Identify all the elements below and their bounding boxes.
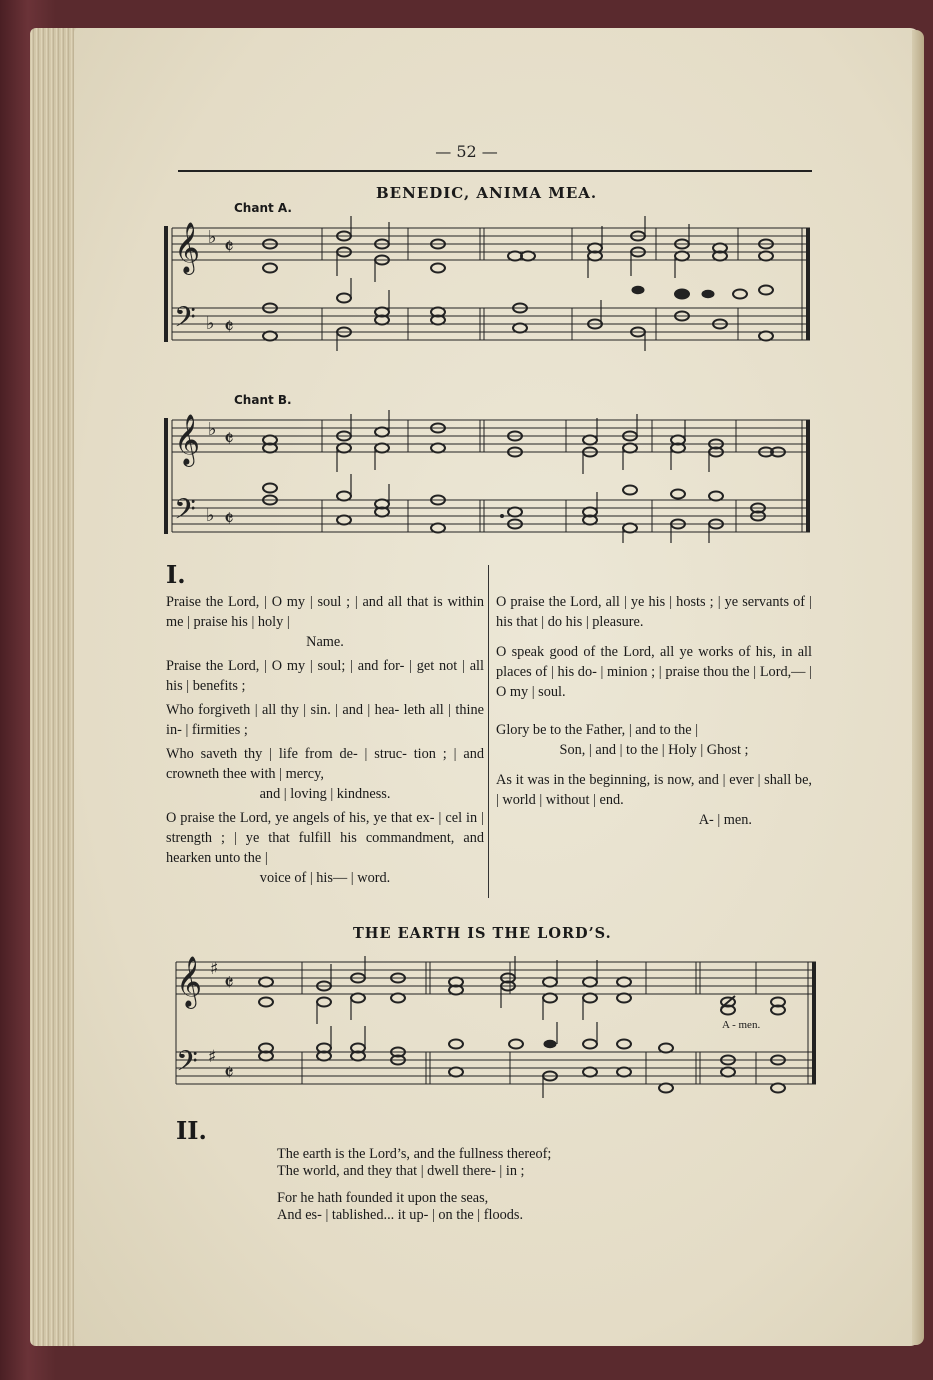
verse-paragraph: Praise the Lord, | O my | soul ; | and all that is within me | praise his | holy | Name. — [166, 594, 484, 650]
chant-b-label: Chant B. — [234, 393, 292, 407]
verse-line: The earth is the Lord’s, and the fullness thereof; — [277, 1146, 552, 1162]
svg-text:𝄞: 𝄞 — [174, 222, 201, 273]
verse-line: The world, and they that | dwell there- | in ; — [277, 1163, 525, 1179]
verse-line: For he hath founded it upon the seas, — [277, 1190, 489, 1206]
svg-text:♭: ♭ — [206, 505, 215, 526]
section1-right-column — [496, 592, 812, 834]
svg-text:♯: ♯ — [210, 959, 219, 979]
svg-text:𝄵: 𝄵 — [224, 235, 234, 260]
verse-paragraph: Who forgiveth | all thy | sin. | and | hea- leth all | thine in- | firmities ; — [166, 702, 484, 738]
chant-a-score — [160, 216, 820, 351]
svg-text:𝄵: 𝄵 — [224, 315, 234, 340]
svg-text:𝄞: 𝄞 — [174, 414, 201, 465]
svg-text:♭: ♭ — [208, 227, 217, 248]
page-right-edge — [912, 30, 924, 1345]
verse-line: And es- | tablished... it up- | on the | floods. — [277, 1207, 524, 1223]
section2-stanza-2 — [277, 1190, 523, 1224]
verse-paragraph: O praise the Lord, ye angels of his, ye that ex- | cel in | strength ; | ye that fulfill his commandment, and hearken unto the | voice of | his— | word. — [166, 810, 484, 886]
section-mark-2: II. — [176, 1116, 207, 1145]
verse-paragraph: As it was in the beginning, is now, and | ever | shall be, | world | without | end. A- | men. — [496, 772, 812, 828]
svg-text:♭: ♭ — [208, 419, 217, 440]
chant-a-label: Chant A. — [234, 201, 292, 215]
svg-text:𝄢: 𝄢 — [176, 1045, 198, 1085]
header-rule — [178, 170, 812, 172]
column-divider — [488, 565, 489, 898]
svg-text:♭: ♭ — [206, 313, 215, 334]
svg-text:𝄞: 𝄞 — [176, 956, 203, 1007]
svg-text:♯: ♯ — [208, 1047, 217, 1067]
verse-paragraph: Praise the Lord, | O my | soul; | and for- | get not | all his | benefits ; — [166, 658, 484, 694]
section1-left-column — [166, 592, 484, 892]
section2-stanza-1 — [277, 1146, 551, 1180]
svg-text:𝄢: 𝄢 — [174, 493, 196, 533]
hymn-title-earth: THE EARTH IS THE LORD’S. — [353, 925, 612, 942]
chant-b-score — [160, 408, 820, 543]
amen-lyric: A - men. — [722, 1019, 761, 1031]
svg-text:𝄵: 𝄵 — [224, 507, 234, 532]
svg-text:𝄢: 𝄢 — [174, 301, 196, 341]
section-mark-1: I. — [166, 560, 186, 589]
svg-text:𝄵: 𝄵 — [224, 1061, 234, 1086]
verse-paragraph: Glory be to the Father, | and to the | Son, | and | to the | Holy | Ghost ; — [496, 722, 749, 758]
svg-text:𝄵: 𝄵 — [224, 971, 234, 996]
svg-text:𝄵: 𝄵 — [224, 427, 234, 452]
page-number: — 52 — — [435, 142, 498, 161]
verse-paragraph: O praise the Lord, all | ye his | hosts ; | ye servants of | his that | do his | pleasure. — [496, 594, 812, 630]
hymn-title-benedic: BENEDIC, ANIMA MEA. — [376, 184, 598, 202]
verse-paragraph: O speak good of the Lord, all ye works of his, in all places of | his do- | minion ; | praise thou the | Lord,— | O my | soul. — [496, 644, 812, 700]
verse-paragraph: Who saveth thy | life from de- | struc- tion ; | and crowneth thee with | mercy, and | loving | kindness. — [166, 746, 484, 802]
